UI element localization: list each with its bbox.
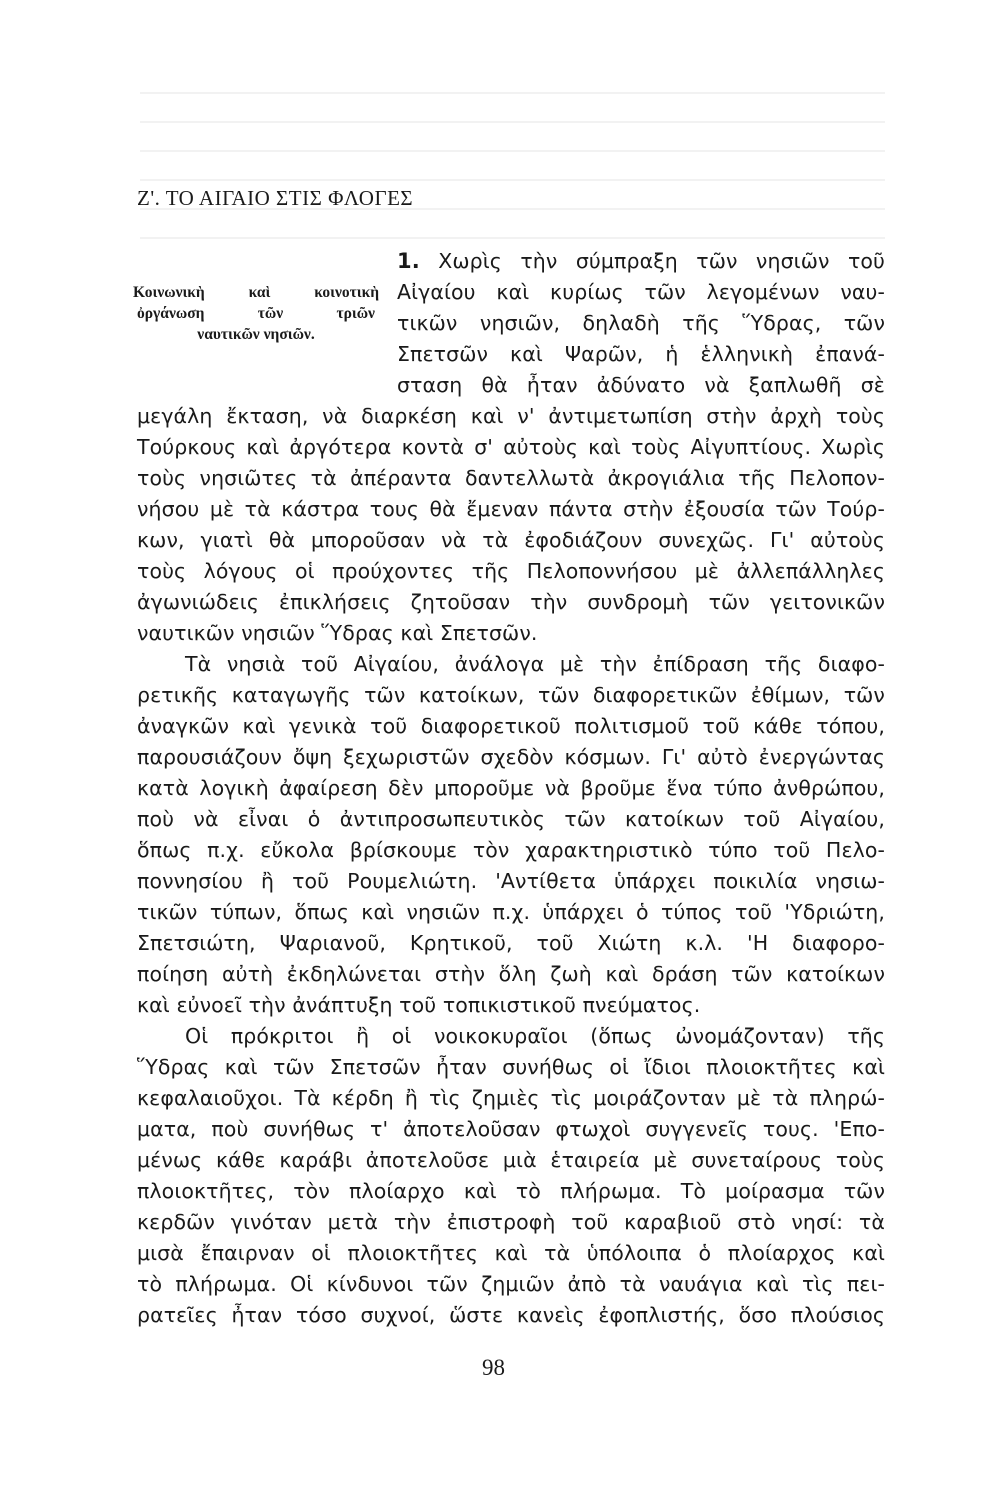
text-line: ναυτικῶν νησιῶν Ὕδρας καὶ Σπετσῶν. xyxy=(137,621,538,645)
text-line: τὸ πλήρωμα. Οἱ κίνδυνοι τῶν ζημιῶν ἀπὸ τὰ ναυάγια καὶ τὶς πει- xyxy=(137,1272,885,1296)
sidenote-word: Κοινωνικὴ xyxy=(133,284,205,301)
paragraph-1 xyxy=(137,246,885,649)
text-line: ποννησίου ἢ τοῦ Ρουμελιώτη. 'Αντίθετα ὑπάρχει ποικιλία νησιω- xyxy=(137,869,885,893)
text-line: τικῶν νησιῶν, δηλαδὴ τῆς Ὕδρας, τῶν xyxy=(397,311,885,335)
text-line: ποὺ νὰ εἶναι ὁ ἀντιπροσωπευτικὸς τῶν κατοίκων τοῦ Αἰγαίου, xyxy=(137,807,885,831)
text-line: Τὰ νησιὰ τοῦ Αἰγαίου, ἀνάλογα μὲ τὴν ἐπίδραση τῆς διαφο- xyxy=(185,652,885,676)
sidenote-word: τριῶν xyxy=(336,305,375,322)
text-line: τικῶν τύπων, ὅπως καὶ νησιῶν π.χ. ὑπάρχει ὁ τύπος τοῦ 'Υδριώτη, xyxy=(137,900,885,924)
text-line: νήσου μὲ τὰ κάστρα τους θὰ ἔμεναν πάντα στὴν ἐξουσία τῶν Τούρ- xyxy=(137,497,885,521)
sidenote-word: ὀργάνωση xyxy=(137,305,205,322)
text-line: καὶ εὐνοεῖ τὴν ἀνάπτυξη τοῦ τοπικιστικοῦ πνεύματος. xyxy=(137,993,701,1017)
paragraph-number: 1. xyxy=(397,249,420,273)
sidenote-word: κοινοτικὴ xyxy=(314,284,379,301)
sidenote-word: καὶ xyxy=(248,284,271,301)
text-line: Τούρκους καὶ ἀργότερα κοντὰ σ' αὐτοὺς καὶ τοὺς Αἰγυπτίους. Χωρὶς xyxy=(137,435,885,459)
paragraph-2 xyxy=(137,649,885,1021)
text-line: ρατεῖες ἦταν τόσο συχνοί, ὥστε κανεὶς ἐφοπλιστής, ὅσο πλούσιος xyxy=(137,1303,885,1327)
text-line: τοὺς νησιῶτες τὰ ἀπέραντα δαντελλωτὰ ἀκρογιάλια τῆς Πελοπον- xyxy=(137,466,885,490)
body-text xyxy=(137,246,885,1331)
text-line: Σπετσῶν καὶ Ψαρῶν, ἡ ἑλληνικὴ ἐπανά- xyxy=(397,342,885,366)
text-line: τοὺς λόγους οἱ προύχοντες τῆς Πελοποννήσου μὲ ἀλλεπάλληλες xyxy=(137,559,885,583)
sidenote-word: ναυτικῶν νησιῶν. xyxy=(197,326,315,343)
text-line: μισὰ ἔπαιρναν οἱ πλοιοκτῆτες καὶ τὰ ὑπόλοιπα ὁ πλοίαρχος καὶ xyxy=(137,1241,885,1265)
text-line: ματα, ποὺ συνήθως τ' ἀποτελοῦσαν φτωχοὶ συγγενεῖς τους. 'Επο- xyxy=(137,1117,885,1141)
text-line: Οἱ πρόκριτοι ἢ οἱ νοικοκυραῖοι (ὅπως ὠνομάζονταν) τῆς xyxy=(185,1024,885,1048)
show-through-bleed xyxy=(140,92,885,262)
text-line: μεγάλη ἔκταση, νὰ διαρκέση καὶ ν' ἀντιμετωπίση στὴν ἀρχὴ τοὺς xyxy=(137,404,885,428)
text-line: Σπετσιώτη, Ψαριανοῦ, Κρητικοῦ, τοῦ Χιώτη κ.λ. 'Η διαφορο- xyxy=(137,931,885,955)
chapter-heading: Ζ'. ΤΟ ΑΙΓΑΙΟ ΣΤΙΣ ΦΛΟΓΕΣ xyxy=(137,186,414,210)
text-line: πλοιοκτῆτες, τὸν πλοίαρχο καὶ τὸ πλήρωμα. Τὸ μοίρασμα τῶν xyxy=(137,1179,885,1203)
text-line: παρουσιάζουν ὄψη ξεχωριστῶν σχεδὸν κόσμων. Γι' αὐτὸ ἐνεργώντας xyxy=(137,745,885,769)
text-line: μένως κάθε καράβι ἀποτελοῦσε μιὰ ἑταιρεία μὲ συνεταίρους τοὺς xyxy=(137,1148,885,1172)
text-line: ρετικῆς καταγωγῆς τῶν κατοίκων, τῶν διαφορετικῶν ἐθίμων, τῶν xyxy=(137,683,885,707)
text-line: ἀναγκῶν καὶ γενικὰ τοῦ διαφορετικοῦ πολιτισμοῦ τοῦ κάθε τόπου, xyxy=(137,714,885,738)
text-line: κεφαλαιοῦχοι. Τὰ κέρδη ἢ τὶς ζημιὲς τὶς μοιράζονταν μὲ τὰ πληρώ- xyxy=(137,1086,885,1110)
text-line: κατὰ λογικὴ ἀφαίρεση δὲν μποροῦμε νὰ βροῦμε ἕνα τύπο ἀνθρώπου, xyxy=(137,776,885,800)
text-line: κων, γιατὶ θὰ μποροῦσαν νὰ τὰ ἐφοδιάζουν συνεχῶς. Γι' αὐτοὺς xyxy=(137,528,885,552)
paragraph-3 xyxy=(137,1021,885,1331)
text-line: Ὕδρας καὶ τῶν Σπετσῶν ἦταν συνήθως οἱ ἴδιοι πλοιοκτῆτες καὶ xyxy=(137,1055,885,1079)
text-line xyxy=(397,246,885,277)
page-number: 98 xyxy=(482,1355,505,1380)
text-line: ὅπως π.χ. εὔκολα βρίσκουμε τὸν χαρακτηριστικὸ τύπο τοῦ Πελο- xyxy=(137,838,885,862)
text-span: Χωρὶς τὴν σύμπραξη τῶν νησιῶν τοῦ xyxy=(419,249,885,273)
sidenote-word: τῶν xyxy=(257,305,284,322)
text-line: ποίηση αὐτὴ ἐκδηλώνεται στὴν ὅλη ζωὴ καὶ δράση τῶν κατοίκων xyxy=(137,962,885,986)
text-line: Αἰγαίου καὶ κυρίως τῶν λεγομένων ναυ- xyxy=(397,280,885,304)
text-line: κερδῶν γινόταν μετὰ τὴν ἐπιστροφὴ τοῦ καραβιοῦ στὸ νησί: τὰ xyxy=(137,1210,885,1234)
text-line: ἀγωνιώδεις ἐπικλήσεις ζητοῦσαν τὴν συνδρομὴ τῶν γειτονικῶν xyxy=(137,590,885,614)
text-line: σταση θὰ ἦταν ἀδύνατο νὰ ξαπλωθῆ σὲ xyxy=(397,373,885,397)
